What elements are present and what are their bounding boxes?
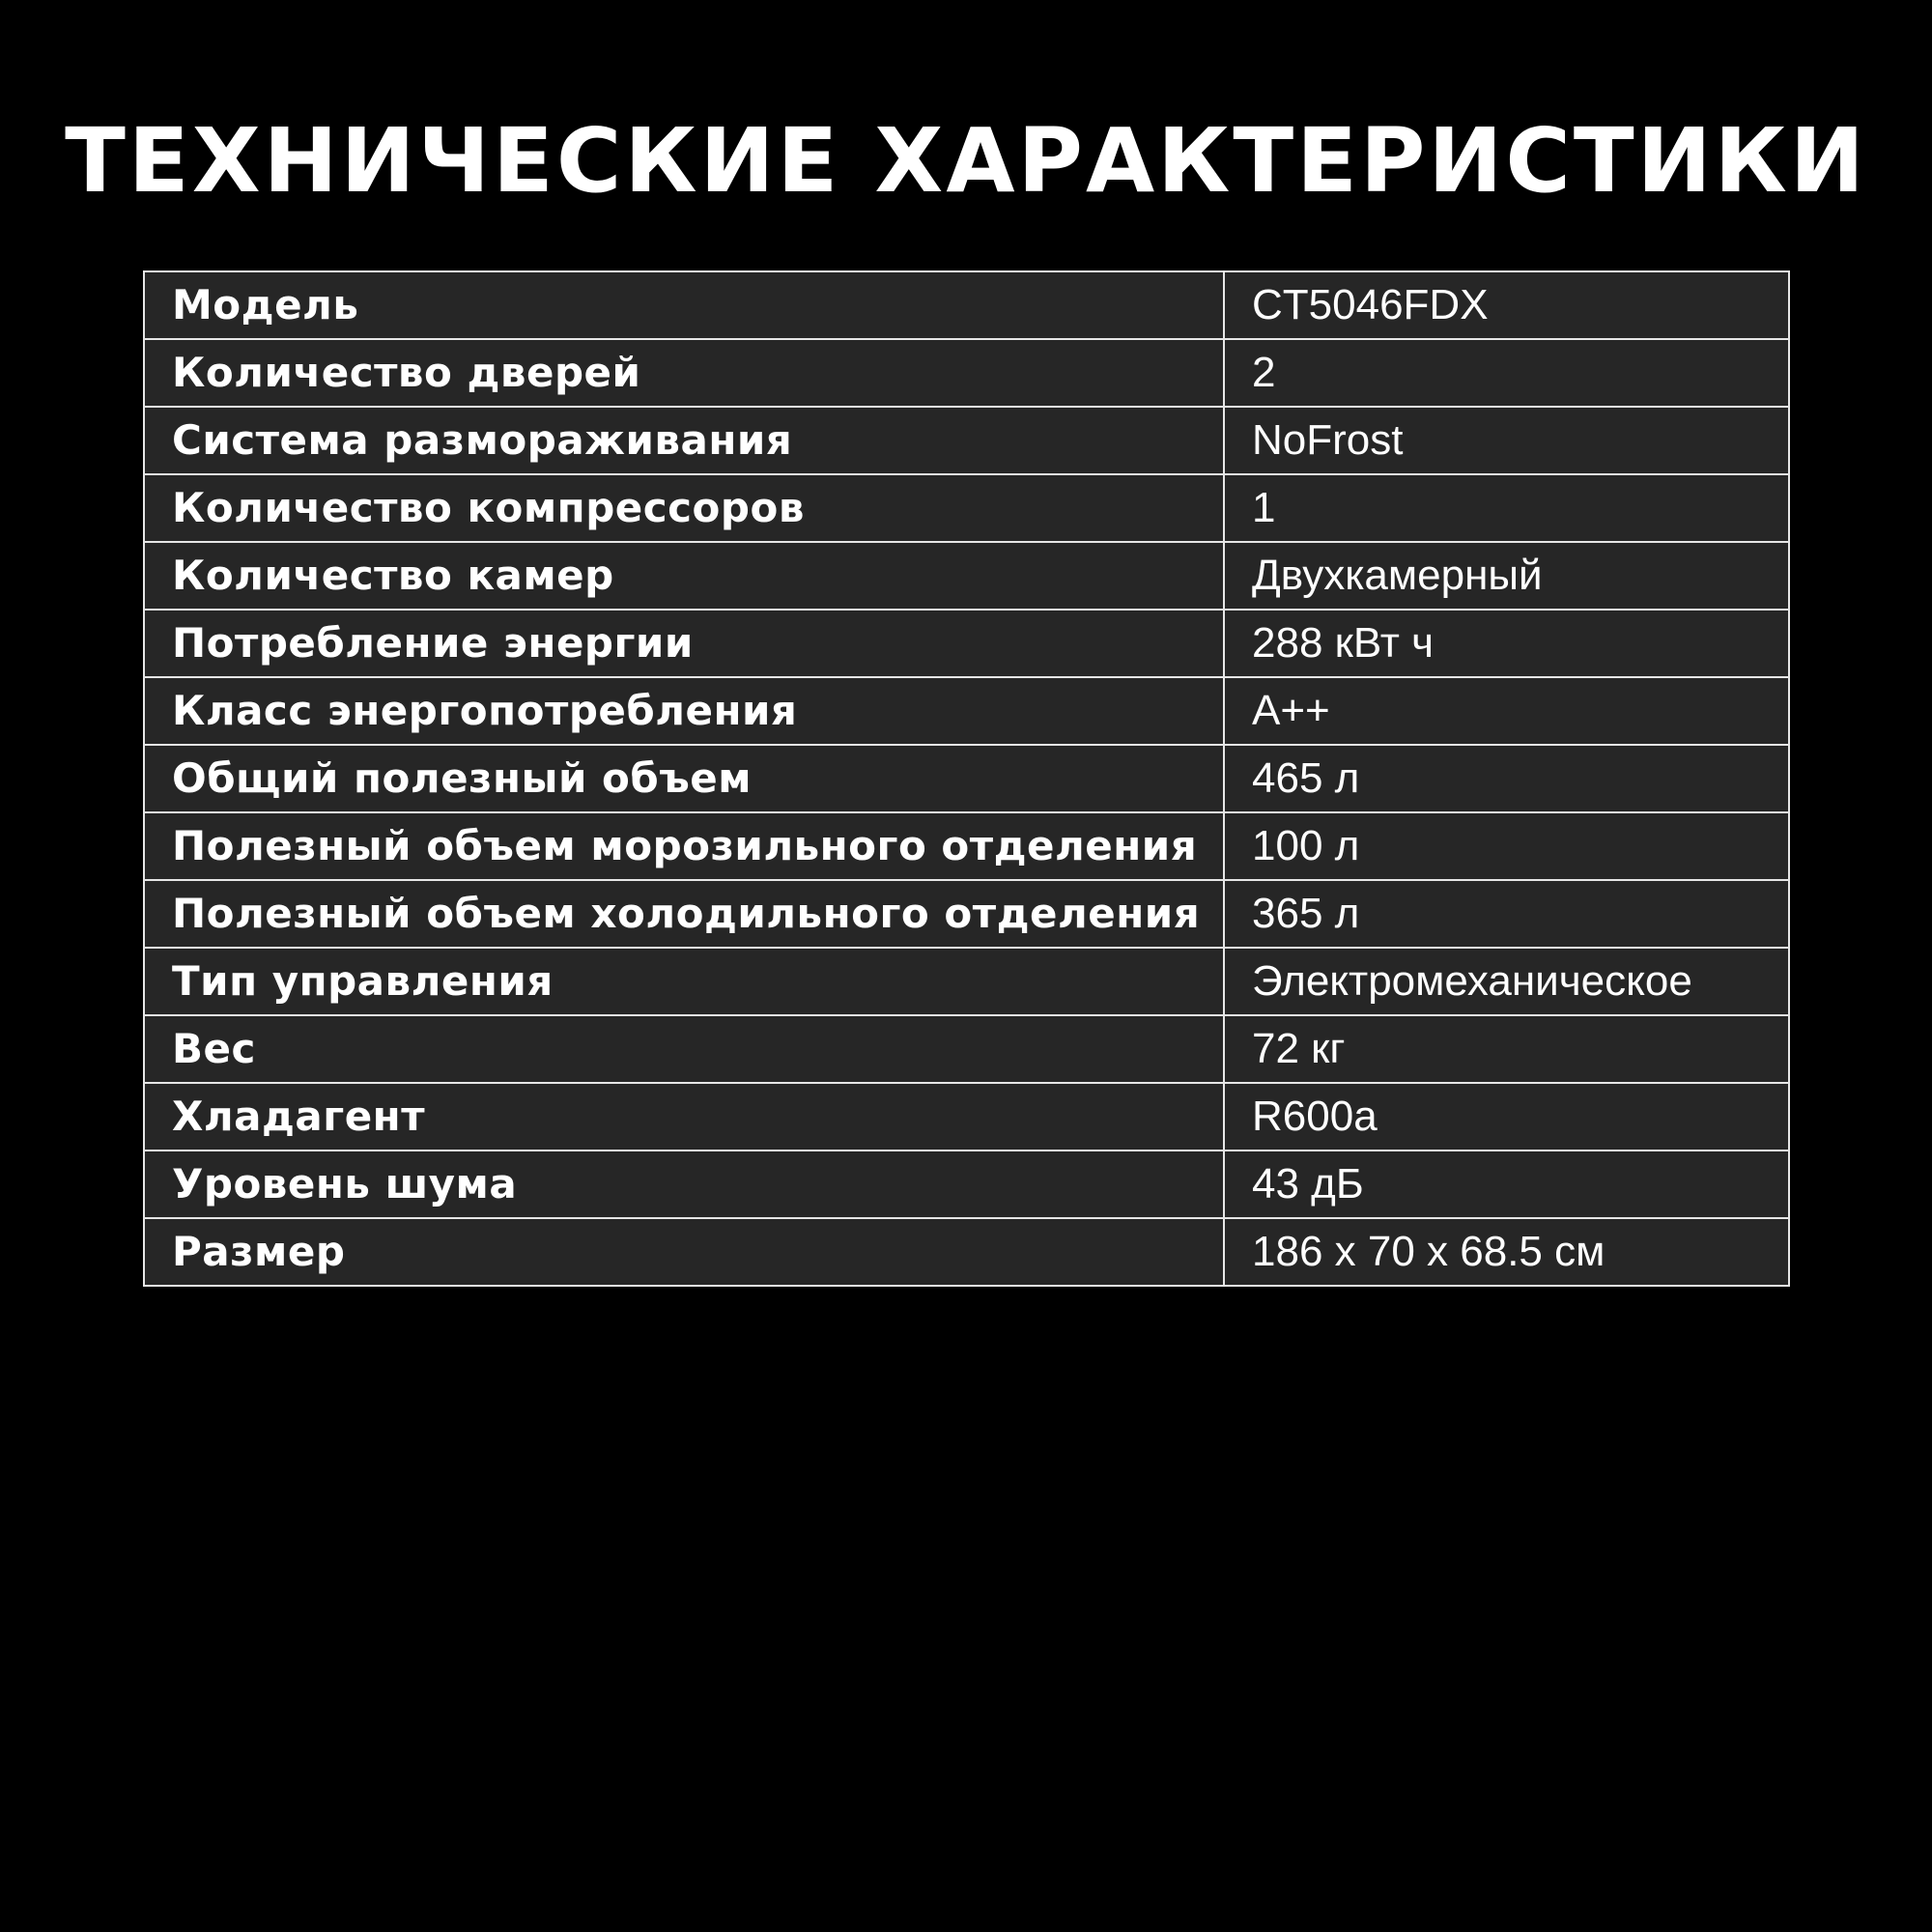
table-row: [144, 542, 1789, 610]
table-row: [144, 271, 1789, 339]
table-row: [144, 812, 1789, 880]
spec-value: NoFrost: [1224, 407, 1789, 474]
spec-label: Общий полезный объем: [144, 745, 1224, 812]
spec-label: Система размораживания: [144, 407, 1224, 474]
table-row: [144, 1151, 1789, 1218]
spec-label: Полезный объем морозильного отделения: [144, 812, 1224, 880]
spec-label: Вес: [144, 1015, 1224, 1083]
table-row: [144, 880, 1789, 948]
spec-value: CT5046FDX: [1224, 271, 1789, 339]
table-row: [144, 610, 1789, 677]
table-row: [144, 407, 1789, 474]
spec-label: Количество камер: [144, 542, 1224, 610]
table-row: [144, 677, 1789, 745]
spec-label: Потребление энергии: [144, 610, 1224, 677]
spec-label: Количество компрессоров: [144, 474, 1224, 542]
table-row: [144, 745, 1789, 812]
spec-value: 288 кВт ч: [1224, 610, 1789, 677]
spec-value: 1: [1224, 474, 1789, 542]
spec-value: 186 x 70 x 68.5 см: [1224, 1218, 1789, 1286]
page-title: ТЕХНИЧЕСКИЕ ХАРАКТЕРИСТИКИ: [65, 109, 1867, 213]
spec-label: Модель: [144, 271, 1224, 339]
spec-value: 43 дБ: [1224, 1151, 1789, 1218]
spec-label: Уровень шума: [144, 1151, 1224, 1218]
spec-value: Электромеханическое: [1224, 948, 1789, 1015]
spec-label: Тип управления: [144, 948, 1224, 1015]
spec-value: 365 л: [1224, 880, 1789, 948]
table-row: [144, 1015, 1789, 1083]
specs-table: [143, 270, 1790, 1287]
spec-label: Класс энергопотребления: [144, 677, 1224, 745]
spec-label: Размер: [144, 1218, 1224, 1286]
table-row: [144, 339, 1789, 407]
spec-value: 465 л: [1224, 745, 1789, 812]
table-row: [144, 1083, 1789, 1151]
table-row: [144, 948, 1789, 1015]
spec-value: Двухкамерный: [1224, 542, 1789, 610]
table-row: [144, 1218, 1789, 1286]
table-row: [144, 474, 1789, 542]
spec-label: Хладагент: [144, 1083, 1224, 1151]
spec-value: 72 кг: [1224, 1015, 1789, 1083]
spec-value: 100 л: [1224, 812, 1789, 880]
spec-label: Полезный объем холодильного отделения: [144, 880, 1224, 948]
spec-value: R600a: [1224, 1083, 1789, 1151]
spec-value: 2: [1224, 339, 1789, 407]
spec-label: Количество дверей: [144, 339, 1224, 407]
spec-value: A++: [1224, 677, 1789, 745]
